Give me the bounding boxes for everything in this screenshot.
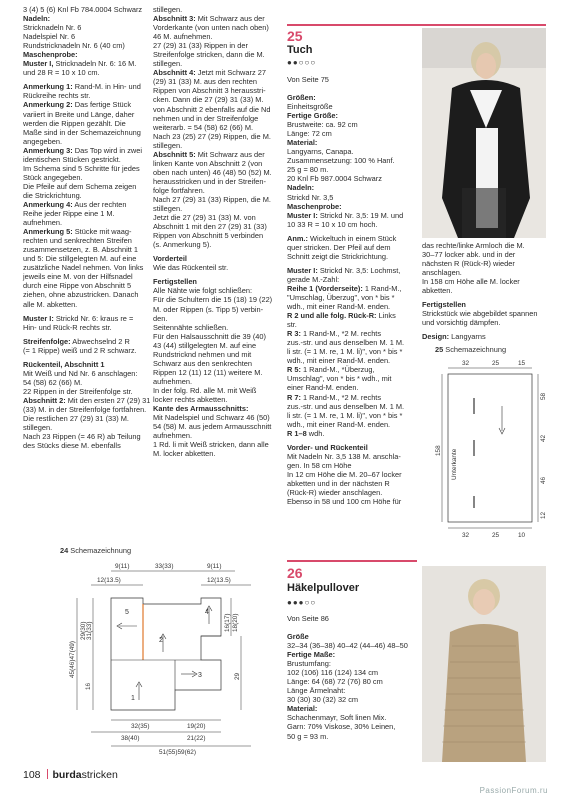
text-line: Fertigstellen <box>153 277 197 287</box>
schema-25-right-4: 12 <box>540 511 547 519</box>
text-line: (s. Anmerkung 5). <box>153 240 212 250</box>
schema-24-bottom-5: 51(55)59(62) <box>159 749 196 756</box>
text-line: Strickstück wie abgebildet spannen <box>422 309 538 319</box>
schema-25-title: Schemazeichnung <box>445 345 507 354</box>
text-line: 1 Rd. li mit Weiß stricken, dann alle <box>153 440 269 450</box>
footer-brand: burda <box>52 769 82 781</box>
text-line: durch eine Rippe von Abschnitt 5 <box>23 281 132 291</box>
text-line: In 158 cm Höhe alle M. locker <box>422 277 520 287</box>
text-line: stillegen. <box>153 204 183 214</box>
text-line: angegeben. <box>23 136 63 146</box>
text-line: R 2 und alle folg. Rück-R: Links <box>287 311 396 321</box>
text-line: Anmerkung 3: Das Top wird in zwei <box>23 145 142 155</box>
text-line: Mit Weiß und Nd Nr. 6 anschlagen: <box>23 368 138 378</box>
pattern-26-body <box>287 632 417 741</box>
text-line: Abschnitt 1 mit den 27 (29) 31 (33) <box>153 222 267 232</box>
schema-24-right-2: 18(20) <box>232 613 239 632</box>
instructions-column-2 <box>153 5 281 458</box>
pattern-number-25: 25 <box>287 28 303 44</box>
text-line: 46 M. aufnehmen. <box>153 32 213 42</box>
text-line: 20 Knl Fb 987.0004 Schwarz <box>287 174 382 184</box>
text-line: M. oder Rippen (s. Tipp 5) verbin- <box>153 304 264 314</box>
pattern-25-body <box>287 93 417 506</box>
text-line: Maße sind in der Schemazeichnung <box>23 127 141 137</box>
text-line: 54 (58) M. aus jedem Armausschnitt <box>153 422 272 432</box>
text-line: Reihe 1 (Vorderseite): 1 Rand-M., <box>287 283 402 293</box>
text-line: abketten. <box>422 286 453 296</box>
text-line: Rippen 12 (11) 12 (11) weitere M. <box>153 367 263 377</box>
text-line: Länge: 64 (68) 72 (76) 80 cm <box>287 677 383 687</box>
text-line: Muster I: Strickd Nr. 3,5: Lochmst, <box>287 265 401 275</box>
text-line: Design: Langyarns <box>422 332 486 342</box>
model-photo-crochet-pullover <box>422 566 546 762</box>
text-line: R 3: 1 Rand-M., *2 M. rechts <box>287 329 382 339</box>
text-line: Kante des Armausschnitts: <box>153 404 249 414</box>
text-line: folge fortfahren. <box>153 185 205 195</box>
text-line: Stück angegeben. <box>23 172 83 182</box>
schema-25-caption <box>435 345 506 354</box>
text-line: nehmen und in der Streifenfolge <box>153 113 259 123</box>
text-line: Langyarns, Canapa. <box>287 147 354 157</box>
schema-25-top-3: 15 <box>518 360 526 367</box>
text-line: Alle Nähte wie folgt schließen: <box>153 286 253 296</box>
text-line: 27 (29) 31 (33) Rippen in der <box>153 41 248 51</box>
text-line: den. <box>153 313 168 323</box>
schema-24-right-1: 16(17) <box>224 613 231 632</box>
text-line: Größen: <box>287 93 316 102</box>
text-line: Rippen von Abschnitt 5 verbinden <box>153 231 264 241</box>
text-line: zusätzliche Nadel nehmen. Von links <box>23 263 144 273</box>
pattern-ref-25: Von Seite 75 <box>287 75 329 84</box>
schema-24-part-3: 3 <box>198 672 202 679</box>
text-line: abketten und in der nächsten R <box>287 478 390 488</box>
text-line: rechten und senkrechten Streifen <box>23 236 132 246</box>
text-line: Material: <box>287 704 318 714</box>
text-line: Anm.: Wickeltuch in einem Stück <box>287 233 397 243</box>
schema-24-top2-1: 12(13.5) <box>97 577 121 584</box>
text-line: Im Schema sind 5 Schritte für jedes <box>23 163 140 173</box>
text-line: 25 g = 80 m. <box>287 165 329 175</box>
schema-25-right-2: 42 <box>540 434 547 442</box>
difficulty-dots-26: ●●●○○ <box>287 598 317 607</box>
instructions-column-1 <box>23 5 151 450</box>
schema-24-left-4: 16 <box>85 682 92 690</box>
text-line: Länge: 72 cm <box>287 129 332 139</box>
text-line: Zusammensetzung: 100 % Hanf. <box>287 156 395 166</box>
text-line: stillegen. <box>153 59 183 69</box>
schema-25-bottom-1: 32 <box>462 532 470 539</box>
text-line: Rückreihe rechts str. <box>23 91 91 101</box>
text-line: Die restlichen 27 (29) 31 (33) M. <box>23 414 129 424</box>
schema-24-top2-2: 12(13.5) <box>207 577 231 584</box>
text-line: Muster I: Strickd Nr. 6: kraus re = <box>23 313 134 323</box>
text-line: die Strickrichtung. <box>23 190 82 200</box>
schema-24-part-1: 1 <box>131 695 135 702</box>
text-line: Vorder- und Rückenteil <box>287 442 368 452</box>
text-line: Rundstricknadeln Nr. 6 (40 cm) <box>23 41 125 51</box>
text-line: 10 33 R = 10 x 10 cm hoch. <box>287 219 378 229</box>
text-line: (33) M. in der Streifenfolge fortfahren. <box>23 404 147 414</box>
text-line: wdh., mit einer Rand-M. enden. <box>287 419 391 429</box>
text-line: Nadeln: <box>287 183 315 193</box>
model-photo-shawl-illustration <box>422 28 546 238</box>
text-line: von Abschnitt 2 ebenfalls auf die Nd <box>153 104 271 114</box>
schema-24-top-3: 9(11) <box>207 563 222 570</box>
text-line: str. <box>287 320 297 330</box>
schema-25-bottom-2: 25 <box>492 532 500 539</box>
text-line: werden die Rippen gezählt. Die <box>23 118 126 128</box>
section-divider-25 <box>287 24 546 26</box>
text-line: Muster I, Stricknadeln Nr. 6: 16 M. <box>23 59 137 69</box>
text-line: In 12 cm Höhe die M. 20–67 locker <box>287 469 402 479</box>
schema-24-caption <box>60 546 131 555</box>
text-line: jeweils eine M. von der Hilfsnadel <box>23 272 133 282</box>
schema-24-left-3: 31(33) <box>86 621 93 640</box>
text-line: einer Rand-M. enden. <box>287 383 359 393</box>
text-line: Strickd Nr. 3,5 <box>287 192 334 202</box>
text-line: Anmerkung 5: Stücke mit waag- <box>23 227 132 237</box>
text-line: Muster I: Strickd Nr. 3,5: 19 M. und <box>287 210 404 220</box>
text-line: identischen Stücken gestrickt. <box>23 154 121 164</box>
text-line: und 5: Die stillgelegten M. auf eine <box>23 254 137 264</box>
text-line: Schachenmayr, Soft linen Mix. <box>287 713 387 723</box>
text-line: linken Kante von Abschnitt 2 (von <box>153 158 263 168</box>
text-line: (= 1 Rippe) weiß und 2 R schwarz. <box>23 345 137 355</box>
text-line: (29) 31 (33) M. aus den rechten <box>153 77 257 87</box>
text-line: Rundstricknd nehmen und mit <box>153 349 252 359</box>
text-line: gen. In 58 cm Höhe <box>287 460 352 470</box>
schema-25-right-1: 58 <box>540 392 547 400</box>
text-line: Abschnitt 4: Jetzt mit Schwarz 27 <box>153 68 266 78</box>
text-line: Maschenprobe: <box>23 50 78 60</box>
text-line: 54 (58) 62 (66) M. <box>23 377 83 387</box>
page-footer <box>23 769 118 781</box>
watermark: PassionForum.ru <box>479 786 548 795</box>
text-line: Größe <box>287 632 309 641</box>
text-line: cken. Dann die 27 (29) 31 (33) M. <box>153 95 264 105</box>
text-line: Maschenprobe: <box>287 201 342 211</box>
text-line: und 28 R = 10 x 10 cm. <box>23 68 100 78</box>
text-line: Abschnitt 3: Mit Schwarz aus der <box>153 14 265 24</box>
pattern-ref-26: Von Seite 86 <box>287 614 329 623</box>
text-line: Anmerkung 4: Aus der rechten <box>23 199 127 209</box>
text-line: Schnitt zeigt die Strickrichtung. <box>287 251 389 261</box>
schema-25-bottom-3: 10 <box>518 532 526 539</box>
text-line: 30–77 locker abk. und in der <box>422 250 516 260</box>
text-line: 22 Rippen in der Streifenfolge str. <box>23 386 133 396</box>
text-line: wdh., mit einer Rand-M. enden. <box>287 356 391 366</box>
footer-section: stricken <box>81 769 118 781</box>
schema-24-top-1: 9(11) <box>115 563 130 570</box>
pattern-title-25: Tuch <box>287 44 313 56</box>
text-line: Anmerkung 2: Das fertige Stück <box>23 100 132 110</box>
pattern-title-26: Häkelpullover <box>287 582 360 594</box>
text-line: R 1–8 wdh. <box>287 428 325 438</box>
text-line: wdh., mit einer Rand-M. enden. <box>287 302 391 312</box>
text-line: 102 (106) 116 (124) 134 cm <box>287 668 379 678</box>
schema-25-number: 25 <box>435 345 444 354</box>
text-line: stillegen. <box>23 423 53 433</box>
text-line: Nadelspiel Nr. 6 <box>23 32 76 42</box>
text-line: anschlagen. <box>422 268 462 278</box>
model-photo-crochet-illustration <box>422 566 546 762</box>
text-line: Fertigstellen <box>422 300 466 310</box>
text-line: Mit Nadeln Nr. 3,5 138 M. anschla- <box>287 451 401 461</box>
text-line: das rechte/linke Armloch die M. <box>422 241 525 250</box>
schema-24-part-5: 5 <box>125 609 129 616</box>
text-line: Umschlag", von * bis * wdh., mit <box>287 374 392 384</box>
text-line: Garn: 70% Viskose, 30% Leinen, <box>287 722 396 732</box>
text-line: herausstricken und in der Streifen- <box>153 176 266 186</box>
text-line: Reihe jeder Rippe eine 1 M. <box>23 209 115 219</box>
text-line: li str. (= 1 M. re, 1 M. li)", von * bis * <box>287 410 403 420</box>
text-line: Vorderteil <box>153 254 187 264</box>
text-line: stillegen. <box>153 140 183 150</box>
text-line: Nach 23 (25) 27 (29) Rippen, die M. <box>153 131 271 141</box>
text-line: Rippen von Abschnitt 3 herausstri- <box>153 86 266 96</box>
text-line: quer stricken. Der Pfeil auf dem <box>287 242 391 252</box>
schema-24-part-4: 4 <box>205 609 209 616</box>
section-divider-26 <box>287 560 417 562</box>
schema-25-side-label: Unterkante <box>451 448 458 480</box>
text-line: Brustweite: ca. 92 cm <box>287 120 358 130</box>
text-line: 43 (44) stillgelegten M. auf eine <box>153 340 257 350</box>
text-line: Abschnitt 2: Mit den ersten 27 (29) 31 <box>23 395 151 405</box>
text-line: 32–34 (36–38) 40–42 (44–46) 48–50 <box>287 641 408 651</box>
text-line: Die Pfeile auf dem Schema zeigen <box>23 181 137 191</box>
text-line: gerade M.-Zahl: <box>287 274 340 284</box>
schema-24-number: 24 <box>60 546 69 555</box>
text-line: Ebenso in 58 und 100 cm Höhe für <box>287 497 402 507</box>
text-line: 3 (4) 5 (6) Knl Fb 784.0004 Schwarz <box>23 5 143 14</box>
schema-25-left: 158 <box>435 445 442 456</box>
schema-24-left-1: 45(46)47(49) <box>69 641 76 678</box>
footer-divider <box>47 769 48 779</box>
text-line: Streifenfolge: Abwechselnd 2 R <box>23 336 130 346</box>
difficulty-dots-25: ●●○○○ <box>287 58 317 67</box>
schema-25-right-3: 46 <box>540 476 547 484</box>
text-line: des Stücks diese M. ebenfalls <box>23 441 121 451</box>
text-line: li str. (= 1 M. re, 1 M. li)", von * bis * <box>287 347 403 357</box>
text-line: nächsten R (Rück-R) wieder <box>422 259 515 269</box>
pattern-number-26: 26 <box>287 565 303 581</box>
text-line: weiterarb. = 54 (58) 62 (66) M. <box>153 122 254 132</box>
schema-24-left-2: 29(30) <box>80 621 87 640</box>
text-line: R 7: 1 Rand-M., *2 M. rechts <box>287 392 382 402</box>
text-line: Stricknadeln Nr. 6 <box>23 23 82 33</box>
schema-24-bottom-1: 32(35) <box>131 723 150 730</box>
text-line: und vorsichtig dämpfen. <box>422 318 501 328</box>
text-line: Seitennähte schließen. <box>153 322 229 332</box>
text-line: R 5: 1 Rand-M., *Überzug, <box>287 365 375 375</box>
schema-24-title: Schemazeichnung <box>70 546 132 555</box>
text-line: Einheitsgröße <box>287 102 333 112</box>
text-line: Brustumfang: <box>287 659 331 669</box>
text-line: alle M. abketten. <box>23 299 78 309</box>
text-line: Vorderkante (von unten nach oben) <box>153 23 269 33</box>
text-line: 30 (30) 30 (32) 32 cm <box>287 695 359 705</box>
text-line: Für den Halsausschnitt die 39 (40) <box>153 331 266 341</box>
text-line: oben nach unten) 46 (48) 50 (52) M. <box>153 167 272 177</box>
text-line: Fertige Größe: <box>287 111 338 121</box>
text-line: aufnehmen. <box>153 376 193 386</box>
text-line: 50 g = 93 m. <box>287 731 329 741</box>
text-line: Abschnitt 5: Mit Schwarz aus der <box>153 149 265 159</box>
text-line: aufnehmen. <box>23 218 63 228</box>
text-line: Fertige Maße: <box>287 650 336 660</box>
text-line: Rückenteil, Abschnitt 1 <box>23 359 105 369</box>
text-line: (Rück-R) wieder anschlagen. <box>287 487 383 497</box>
text-line: Nach 23 Rippen (= 46 R) ab Teilung <box>23 432 141 442</box>
schema-24-top-2: 33(33) <box>155 563 174 570</box>
text-line: Jetzt die 27 (29) 31 (33) M. von <box>153 213 256 223</box>
text-line: zus.-str. und aus denselben M. 1 M. <box>287 401 405 411</box>
schema-24-bottom-2: 19(20) <box>187 723 206 730</box>
schema-24-bottom-3: 38(40) <box>121 735 140 742</box>
text-line: zus.-str. und aus denselben M. 1 M. <box>287 338 405 348</box>
text-line: locker rechts abketten. <box>153 394 228 404</box>
text-line: Anmerkung 1: Rand-M. in Hin- und <box>23 82 141 92</box>
schema-25-top-2: 25 <box>492 360 500 367</box>
text-line: In der folg. Rd. alle M. mit Weiß <box>153 385 257 395</box>
text-line: Mit Nadelspiel und Schwarz 46 (50) <box>153 413 270 423</box>
text-line: stillegen. <box>153 5 183 14</box>
text-line: aufnehmen. <box>153 431 193 441</box>
schema-24-bottom-4: 21(22) <box>187 735 206 742</box>
schema-25-outline <box>448 374 532 522</box>
pattern-25-body-continued <box>422 241 552 341</box>
text-line: Nach 27 (29) 31 (33) Rippen, die M. <box>153 194 271 204</box>
text-line: Streifenfolge stricken, dann die M. <box>153 50 265 60</box>
text-line: zusammensetzen, z. B. Abschnitt 1 <box>23 245 139 255</box>
text-line: ziehen, ohne abzustricken. Danach <box>23 290 139 300</box>
text-line: Länge Ärmelnaht: <box>287 686 346 696</box>
text-line: Für die Schultern die 15 (18) 19 (22) <box>153 295 273 305</box>
model-photo-shawl <box>422 28 546 238</box>
schema-24-right-3: 29 <box>234 672 241 680</box>
text-line: Schwarz aus den senkrechten <box>153 358 253 368</box>
text-line: Wie das Rückenteil str. <box>153 263 229 273</box>
page-number: 108 <box>23 769 41 781</box>
schema-25-diagram <box>432 356 552 540</box>
text-line: Hin- und Rück-R rechts str. <box>23 322 112 332</box>
text-line: "Umschlag, Überzug", von * bis * <box>287 292 395 302</box>
text-line: Material: <box>287 138 318 148</box>
schema-24-part-2: 2 <box>159 637 163 644</box>
text-line: M. locker abketten. <box>153 449 216 459</box>
schema-25-top-1: 32 <box>462 360 470 367</box>
text-line: Nadeln: <box>23 14 51 24</box>
text-line: variiert in Breite und Länge, daher <box>23 109 135 119</box>
schema-24-diagram <box>55 560 280 756</box>
